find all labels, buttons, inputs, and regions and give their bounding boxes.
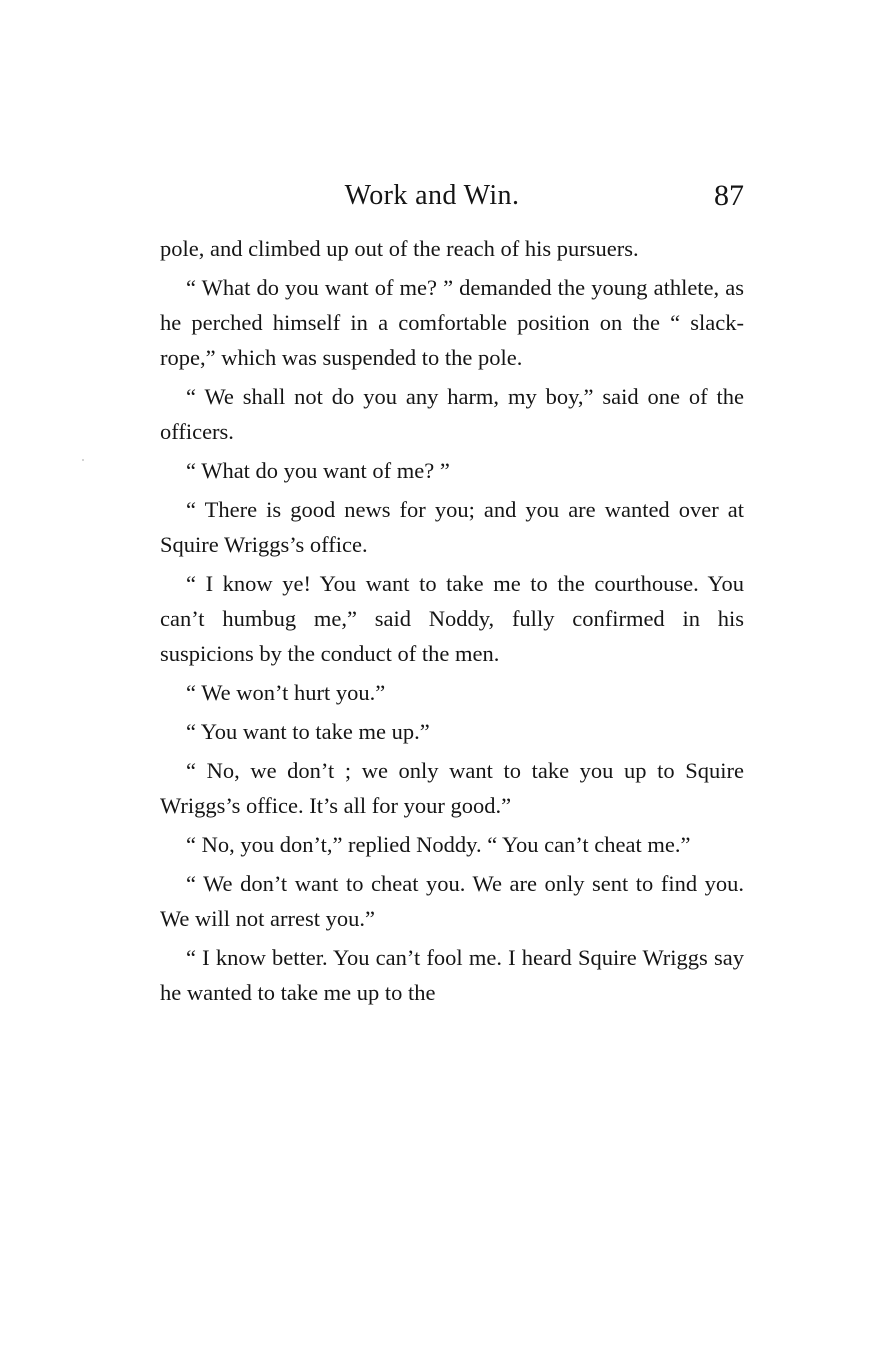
paragraph: “ I know better. You can’t fool me. I heard Squire Wriggs say he wanted to take me up to the xyxy=(160,945,744,1005)
paragraph: “ No, you don’t,” replied Noddy. “ You can’t cheat me.” xyxy=(186,832,691,857)
running-header xyxy=(160,177,744,217)
page-number: 87 xyxy=(714,179,744,212)
running-title: Work and Win. xyxy=(344,180,520,211)
body-text xyxy=(160,231,744,1010)
paragraph: “ We shall not do you any harm, my boy,” said one of the officers. xyxy=(160,384,744,444)
paragraph: “ No, we don’t ; we only want to take you up to Squire Wriggs’s office. It’s all for your good.” xyxy=(160,758,744,818)
paragraph: “ There is good news for you; and you are wanted over at Squire Wriggs’s office. xyxy=(160,497,744,557)
paragraph: “ We don’t want to cheat you. We are only sent to find you. We will not arrest you.” xyxy=(160,871,744,931)
paragraph: “ You want to take me up.” xyxy=(186,719,430,744)
paragraph: “ I know ye! You want to take me to the courthouse. You can’t humbug me,” said Noddy, fully confirmed in his suspicions by the conduct of the men. xyxy=(160,571,744,666)
paragraph: “ What do you want of me? ” xyxy=(186,458,450,483)
paragraph-continuation: pole, and climbed up out of the reach of his pursuers. xyxy=(160,236,639,261)
paragraph: “ We won’t hurt you.” xyxy=(186,680,386,705)
paragraph: “ What do you want of me? ” demanded the young athlete, as he perched himself in a comfortable position on the “ slack-rope,” which was suspended to the pole. xyxy=(160,275,744,370)
scan-speck xyxy=(82,459,84,461)
